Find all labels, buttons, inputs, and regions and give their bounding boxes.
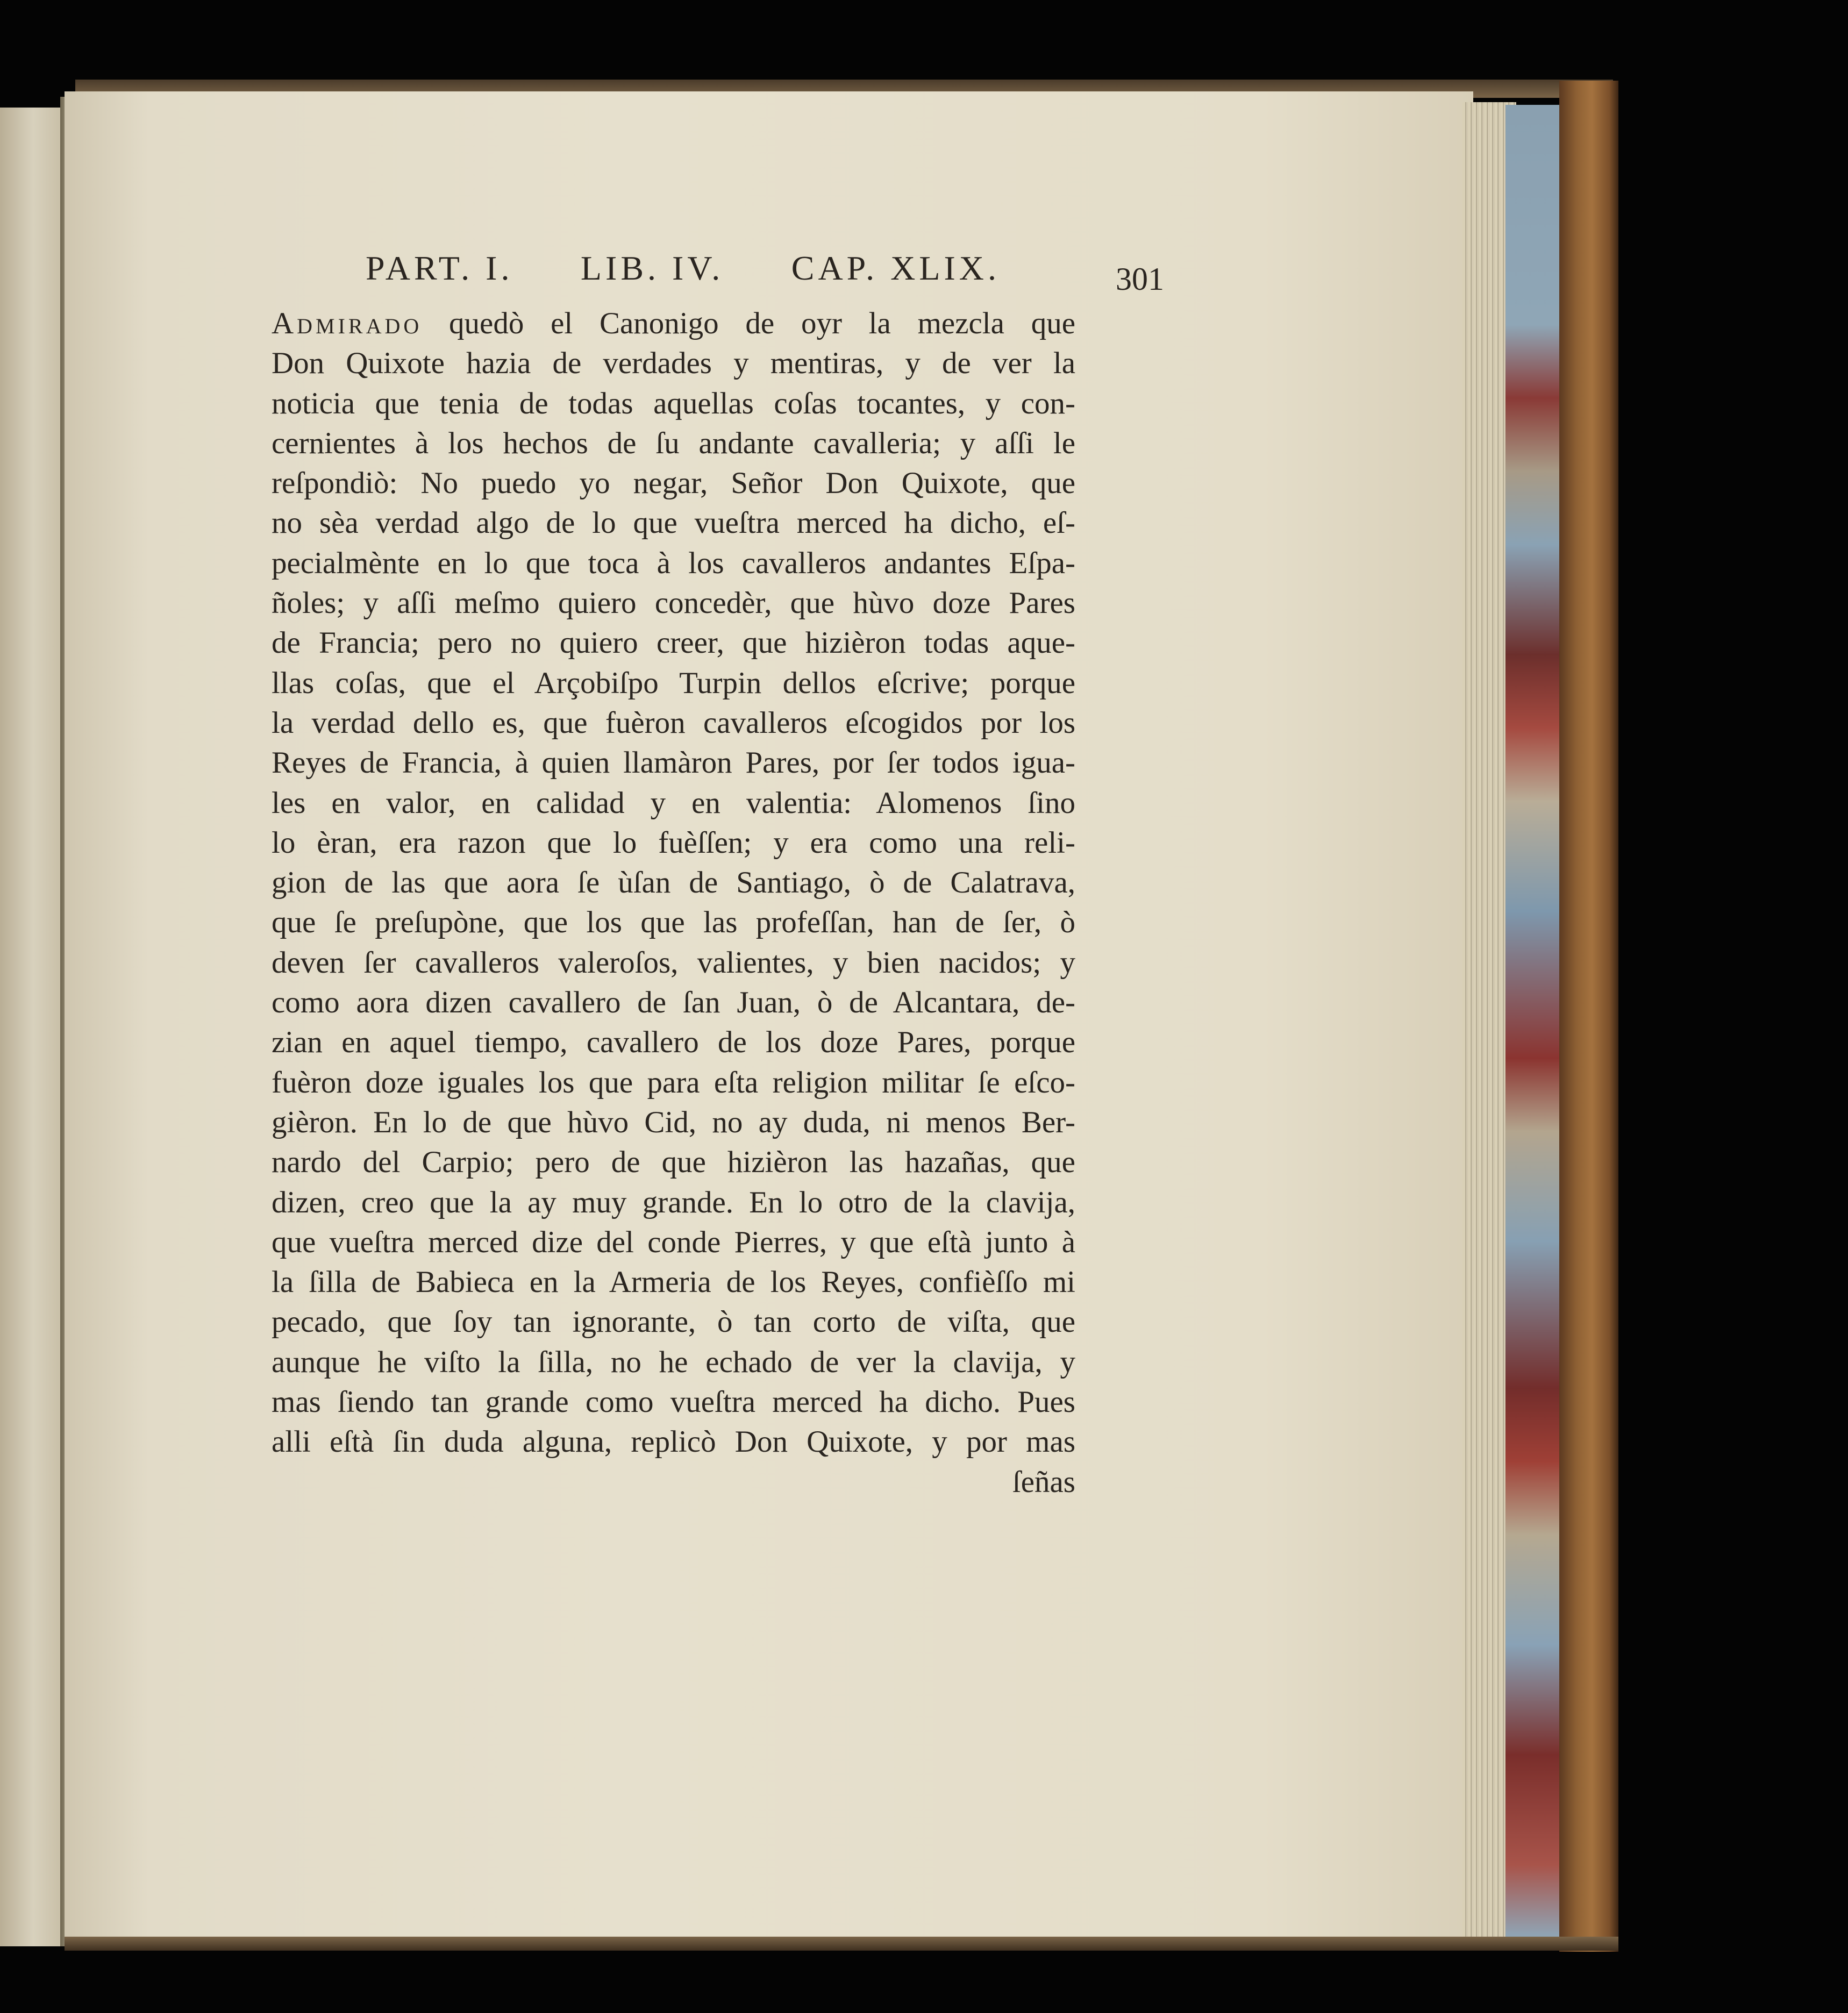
running-head-cap: CAP. XLIX. bbox=[791, 249, 1000, 287]
text-line: como aora dizen cavallero de ſan Juan, ò de Alcantara, de- bbox=[272, 986, 1075, 1020]
text-block bbox=[272, 304, 1075, 1502]
text-line: deven ſer cavalleros valeroſos, valientes, y bien nacidos; y bbox=[272, 945, 1075, 980]
text-line: de Francia; pero no quiero creer, que hizièron todas aque- bbox=[272, 626, 1075, 660]
page-number: 301 bbox=[1116, 261, 1164, 297]
text-line: la verdad dello es, que fuèron cavalleros eſcogidos por los bbox=[272, 705, 1075, 740]
leather-cover bbox=[1559, 81, 1618, 1952]
catchword: ſeñas bbox=[1012, 1465, 1075, 1499]
text-line: alli eſtà ſin duda alguna, replicò Don Quixote, y por mas bbox=[272, 1425, 1075, 1459]
text-line: fuèron doze iguales los que para eſta religion militar ſe eſco- bbox=[272, 1065, 1075, 1100]
running-head-part: PART. I. bbox=[366, 249, 513, 287]
text-line: reſpondiò: No puedo yo negar, Señor Don Quixote, que bbox=[272, 466, 1075, 501]
text-line: ñoles; y aſſi meſmo quiero concedèr, que hùvo doze Pares bbox=[272, 586, 1075, 620]
binding-bottom-edge bbox=[65, 1937, 1618, 1951]
text-line: Don Quixote hazia de verdades y mentiras, y de ver la bbox=[272, 346, 1075, 381]
text-line: pecado, que ſoy tan ignorante, ò tan corto de viſta, que bbox=[272, 1305, 1075, 1339]
text-line: lo èran, era razon que lo fuèſſen; y era como una reli- bbox=[272, 825, 1075, 860]
text-line: que ſe preſupòne, que los que las profeſſan, han de ſer, ò bbox=[272, 905, 1075, 940]
text-line: pecialmènte en lo que toca à los cavalleros andantes Eſpa- bbox=[272, 546, 1075, 580]
text-line: no sèa verdad algo de lo que vueſtra merced ha dicho, eſ- bbox=[272, 506, 1075, 540]
text-line: la ſilla de Babieca en la Armeria de los Reyes, confièſſo mi bbox=[272, 1265, 1075, 1300]
text-line: dizen, creo que la ay muy grande. En lo otro de la clavija, bbox=[272, 1185, 1075, 1219]
running-head-lib: LIB. IV. bbox=[580, 249, 724, 287]
text-line: cernientes à los hechos de ſu andante cavalleria; y aſſi le bbox=[272, 426, 1075, 460]
text-line: llas coſas, que el Arçobiſpo Turpin dellos eſcrive; porque bbox=[272, 666, 1075, 700]
text-line: gièron. En lo de que hùvo Cid, no ay duda, ni menos Ber- bbox=[272, 1105, 1075, 1139]
text-line-1-rest: quedò el Canonigo de oyr la mezcla que bbox=[422, 306, 1075, 340]
text-line: que vueſtra merced dize del conde Pierres, y que eſtà junto à bbox=[272, 1225, 1075, 1259]
text-line bbox=[272, 304, 1075, 344]
text-line: mas ſiendo tan grande como vueſtra merced ha dicho. Pues bbox=[272, 1385, 1075, 1419]
text-line: aunque he viſto la ſilla, no he echado de ver la clavija, y bbox=[272, 1345, 1075, 1379]
facing-page-edge bbox=[0, 108, 62, 1946]
text-line: gion de las que aora ſe ùſan de Santiago, ò de Calatrava, bbox=[272, 866, 1075, 900]
text-line: nardo del Carpio; pero de que hizièron las hazañas, que bbox=[272, 1145, 1075, 1180]
text-line: les en valor, en calidad y en valentia: Alomenos ſino bbox=[272, 786, 1075, 820]
running-head bbox=[366, 248, 1000, 288]
text-line: Reyes de Francia, à quien llamàron Pares, por ſer todos igua- bbox=[272, 746, 1075, 780]
text-line: zian en aquel tiempo, cavallero de los doze Pares, porque bbox=[272, 1025, 1075, 1060]
text-line: noticia que tenia de todas aquellas coſas tocantes, y con- bbox=[272, 386, 1075, 420]
opening-word: Admirado bbox=[272, 306, 423, 340]
